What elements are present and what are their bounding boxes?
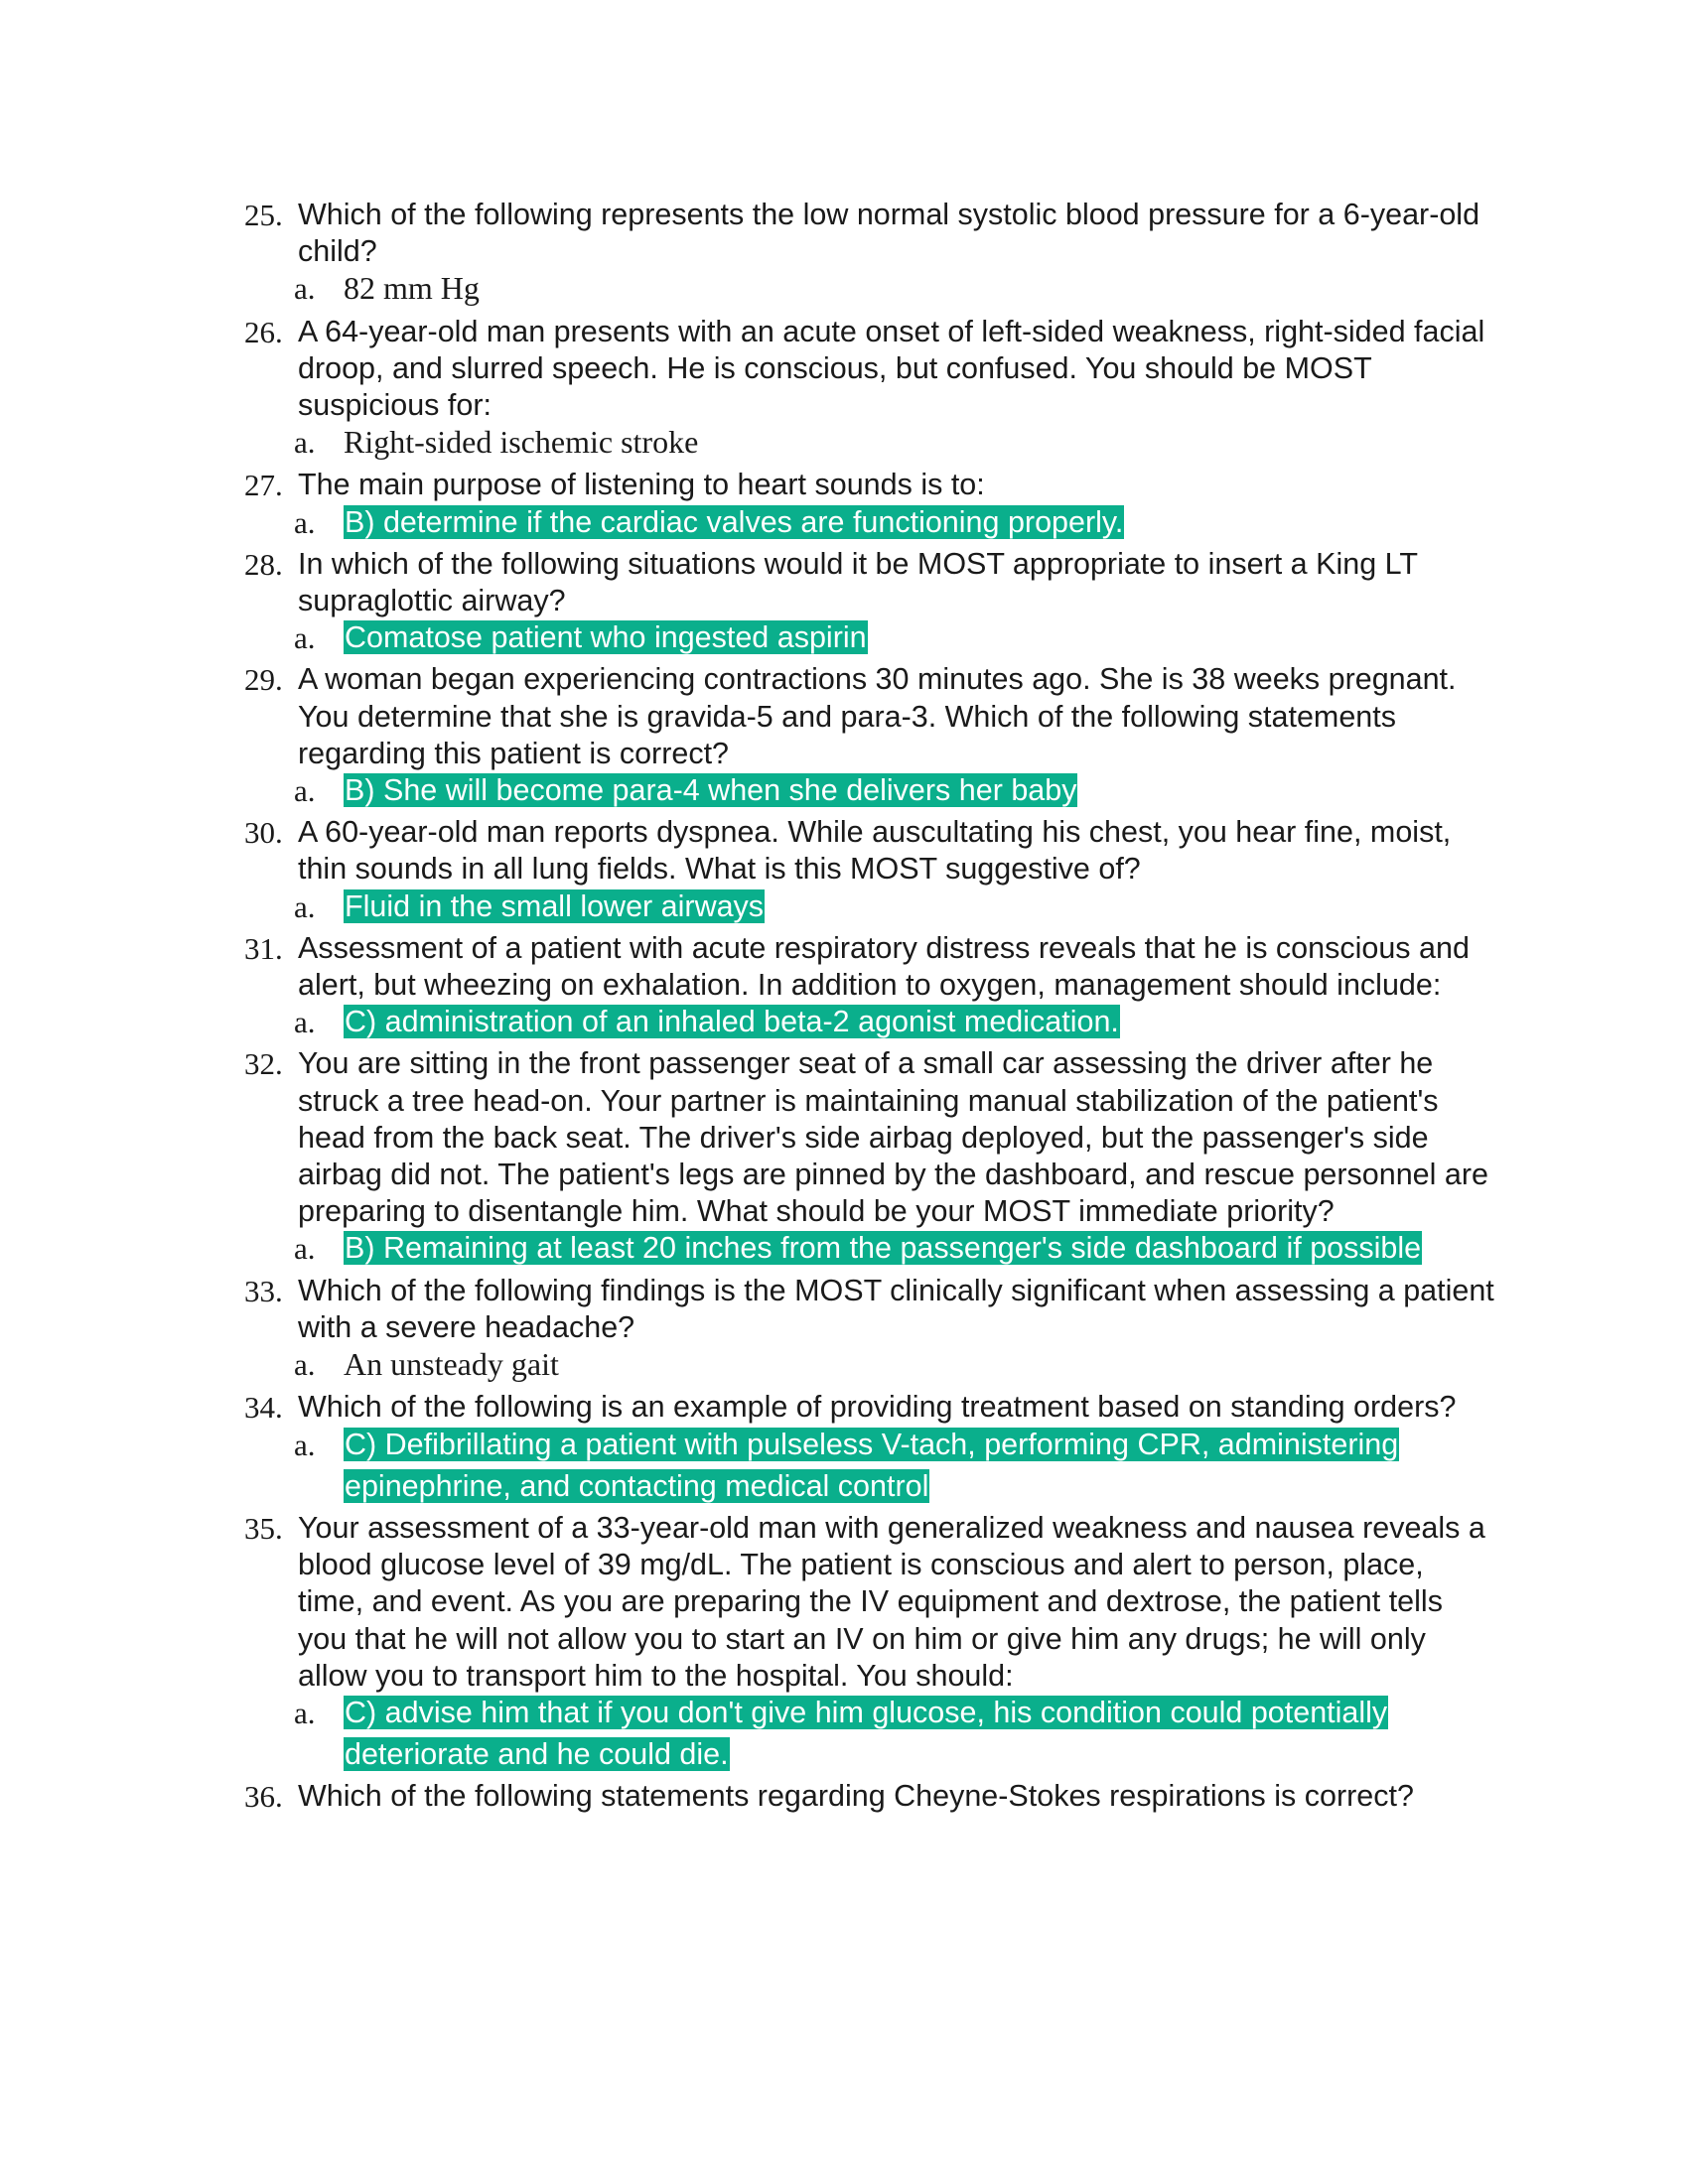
question-number: 33. (244, 1273, 283, 1308)
question-number: 26. (244, 314, 283, 349)
question-28 (244, 546, 1495, 619)
question-33 (244, 1273, 1495, 1346)
question-number: 29. (244, 662, 283, 698)
highlighted-answer: B) She will become para-4 when she delivers her baby (345, 773, 1077, 808)
question-text: A 60-year-old man reports dyspnea. While auscultating his chest, you hear fine, moist, thin sounds in all lung fields. What is this MOST suggestive of? (298, 815, 1452, 887)
question-text: Which of the following findings is the MOST clinically significant when assessing a patient with a severe headache? (298, 1273, 1494, 1344)
answer-25 (244, 270, 1495, 313)
highlighted-answer: C) Defibrillating a patient with pulseless V-tach, performing CPR, administering epinephrine, and contacting medical control (345, 1427, 1399, 1503)
answer-text: 82 mm Hg (344, 270, 480, 307)
answer-marker: a. (294, 425, 316, 461)
answer-marker: a. (294, 888, 316, 924)
question-number: 32. (244, 1046, 283, 1082)
answer-29 (244, 772, 1495, 814)
question-text: Which of the following statements regarding Cheyne-Stokes respirations is correct? (298, 1779, 1414, 1814)
answer-marker: a. (294, 1231, 316, 1267)
highlighted-answer: C) advise him that if you don't give him glucose, his condition could potentially deteriorate and he could die. (345, 1695, 1388, 1772)
question-text: A woman began experiencing contractions 30 minutes ago. She is 38 weeks pregnant. You determine that she is gravida-5 and para-3. Which of the following statements regarding this patient is correct? (298, 662, 1457, 770)
highlighted-answer: Fluid in the small lower airways (345, 888, 765, 923)
question-number: 25. (244, 198, 283, 232)
highlighted-answer: B) determine if the cardiac valves are functioning properly. (345, 504, 1124, 539)
answer-marker: a. (294, 773, 316, 809)
question-number: 34. (244, 1390, 283, 1426)
answer-marker: a. (294, 1347, 316, 1383)
question-text: Assessment of a patient with acute respiratory distress reveals that he is conscious and alert, but wheezing on exhalation. In addition to oxygen, management should include: (298, 930, 1470, 1003)
question-list (244, 197, 1495, 1816)
answer-28 (244, 619, 1495, 661)
question-30 (244, 814, 1495, 887)
question-36 (244, 1778, 1495, 1815)
highlighted-answer: C) administration of an inhaled beta-2 agonist medication. (345, 1005, 1119, 1039)
question-number: 36. (244, 1779, 283, 1815)
question-32 (244, 1045, 1495, 1230)
question-35 (244, 1510, 1495, 1695)
question-text: You are sitting in the front passenger seat of a small car assessing the driver after he struck a tree head-on. Your partner is maintaining manual stabilization of the patient's head from the back seat. The driver's side airbag deployed, but the passenger's side airbag did not. The patient's legs are pinned by the dashboard, and rescue personnel are preparing to disentangle him. What should be your MOST immediate priority? (298, 1046, 1488, 1229)
answer-34 (244, 1427, 1495, 1510)
answer-text: An unsteady gait (344, 1346, 559, 1383)
question-number: 35. (244, 1510, 283, 1546)
question-31 (244, 930, 1495, 1004)
answer-30 (244, 888, 1495, 930)
question-26 (244, 314, 1495, 425)
highlighted-answer: Comatose patient who ingested aspirin (345, 620, 867, 655)
answer-31 (244, 1004, 1495, 1045)
question-number: 28. (244, 546, 283, 582)
answer-marker: a. (294, 504, 316, 540)
answer-27 (244, 504, 1495, 546)
question-number: 31. (244, 930, 283, 966)
answer-marker: a. (294, 1695, 316, 1730)
question-text: The main purpose of listening to heart sounds is to: (298, 468, 985, 502)
answer-33 (244, 1346, 1495, 1389)
answer-32 (244, 1230, 1495, 1272)
answer-marker: a. (294, 1427, 316, 1462)
question-number: 30. (244, 815, 283, 851)
question-number: 27. (244, 468, 283, 503)
highlighted-answer: B) Remaining at least 20 inches from the passenger's side dashboard if possible (345, 1231, 1422, 1266)
question-25 (244, 197, 1495, 270)
answer-marker: a. (294, 620, 316, 656)
question-text: A 64-year-old man presents with an acute onset of left-sided weakness, right-sided facial droop, and slurred speech. He is conscious, but confused. You should be MOST suspicious for: (298, 314, 1485, 423)
answer-marker: a. (294, 1005, 316, 1040)
question-27 (244, 467, 1495, 503)
question-text: Your assessment of a 33-year-old man with generalized weakness and nausea reveals a blood glucose level of 39 mg/dL. The patient is conscious and alert to person, place, time, and event. As you are preparing the IV equipment and dextrose, the patient tells you that he will not allow you to start an IV on him or give him any drugs; he will only allow you to transport him to the hospital. You should: (298, 1510, 1485, 1693)
answer-35 (244, 1695, 1495, 1778)
question-text: Which of the following represents the low normal systolic blood pressure for a 6-year-old child? (298, 198, 1480, 269)
question-29 (244, 661, 1495, 772)
answer-marker: a. (294, 271, 316, 307)
answer-26 (244, 424, 1495, 467)
answer-text: Right-sided ischemic stroke (344, 424, 699, 461)
question-text: Which of the following is an example of providing treatment based on standing orders? (298, 1390, 1457, 1425)
question-text: In which of the following situations would it be MOST appropriate to insert a King LT supraglottic airway? (298, 546, 1418, 618)
question-34 (244, 1389, 1495, 1426)
